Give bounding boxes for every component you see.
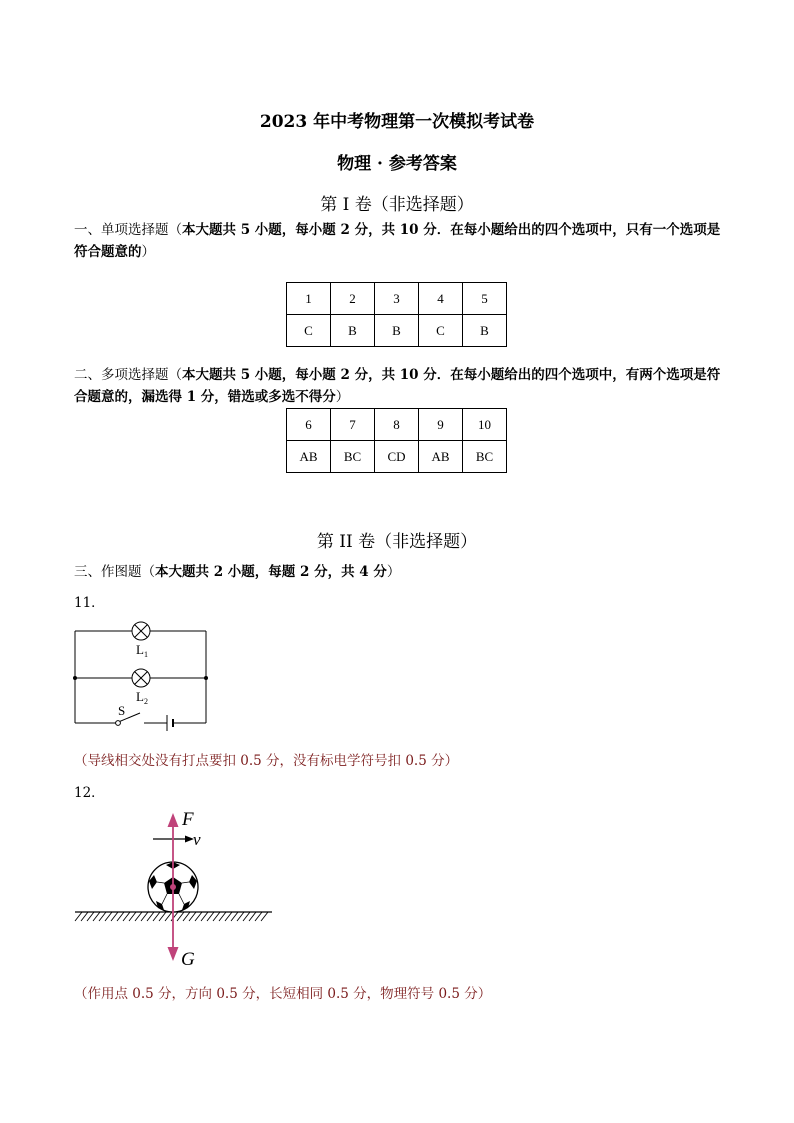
table-cell: CD: [375, 441, 419, 473]
section1-suffix: ）: [141, 244, 155, 260]
table-cell: B: [375, 315, 419, 347]
section3-bold: 本大题共 2 小题，每题 2 分，共 4 分: [155, 564, 387, 580]
force-g-arrowhead: [168, 947, 179, 961]
table-cell: 10: [463, 409, 507, 441]
label-l1: $L_1$: [136, 642, 148, 659]
question-11-number: 11．: [74, 595, 105, 611]
answer-table-2: [286, 408, 507, 473]
table-cell: 4: [419, 283, 463, 315]
lamp-l1-icon: [132, 622, 150, 640]
section2-prefix: 二、多项选择题（: [74, 367, 182, 383]
table-cell: 8: [375, 409, 419, 441]
section2-bold: 本大题共 5 小题，每小题 2 分，共 10 分．在每小题给出的四个选项中，有两个选项是符合题意的，漏选得 1 分，错选或多选不得分: [74, 367, 721, 405]
table-cell: 6: [287, 409, 331, 441]
table-cell: 5: [463, 283, 507, 315]
label-l2: $L_2$: [136, 689, 148, 706]
table-cell: 1: [287, 283, 331, 315]
table-cell: AB: [287, 441, 331, 473]
section2-suffix: ）: [335, 389, 350, 405]
junction-dot-left: [73, 676, 77, 680]
ground-hatching: [75, 912, 268, 921]
section1-bold: 本大题共 5 小题，每小题 2 分，共 10 分．在每小题给出的四个选项中，只有一个选项是符合题意的: [74, 222, 721, 260]
section3-suffix: ）: [386, 564, 401, 580]
label-f: F: [182, 809, 194, 830]
question-12-note: （作用点 0.5 分，方向 0.5 分，长短相同 0.5 分，物理符号 0.5 分）: [74, 986, 492, 1002]
circuit-diagram: [60, 615, 230, 735]
force-diagram: [70, 805, 280, 975]
application-point: [170, 884, 176, 890]
part1-heading: 第 I 卷（非选择题）: [320, 195, 474, 215]
table-cell: B: [331, 315, 375, 347]
switch-contact: [116, 721, 121, 726]
doc-title: 2023 年中考物理第一次模拟考试卷: [259, 112, 535, 132]
doc-subtitle: 物理 · 参考答案: [337, 154, 457, 174]
part2-heading: 第 II 卷（非选择题）: [316, 532, 478, 552]
section1-instructions: [74, 219, 724, 263]
question-12-number: 12．: [74, 785, 105, 801]
table-cell: 3: [375, 283, 419, 315]
section1-prefix: 一、单项选择题（: [74, 222, 182, 238]
label-v: v: [193, 830, 201, 849]
table-cell: B: [463, 315, 507, 347]
table-cell: C: [287, 315, 331, 347]
section3-instructions: [74, 561, 724, 583]
table-cell: BC: [463, 441, 507, 473]
table-cell: AB: [419, 441, 463, 473]
table-cell: C: [419, 315, 463, 347]
label-g: G: [181, 949, 195, 970]
table-cell: 2: [331, 283, 375, 315]
lamp-l2-icon: [132, 669, 150, 687]
force-f-arrowhead: [168, 813, 179, 827]
answer-table-1: [286, 282, 507, 347]
table-row-answers: [287, 315, 507, 347]
table-cell: 7: [331, 409, 375, 441]
junction-dot-right: [204, 676, 208, 680]
label-switch: S: [118, 703, 126, 718]
table-cell: BC: [331, 441, 375, 473]
table-row-numbers: [287, 283, 507, 315]
table-row-answers: [287, 441, 507, 473]
question-11-note: （导线相交处没有打点要扣 0.5 分，没有标电学符号扣 0.5 分）: [74, 753, 459, 769]
section3-prefix: 三、作图题（: [74, 564, 155, 580]
table-cell: 9: [419, 409, 463, 441]
section2-instructions: [74, 364, 724, 408]
table-row-numbers: [287, 409, 507, 441]
